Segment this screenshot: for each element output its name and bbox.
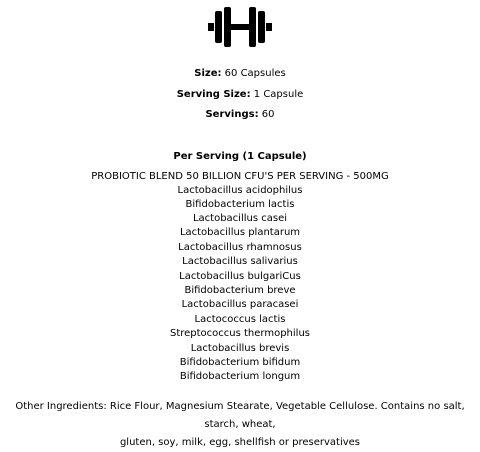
size-label: Size: — [194, 68, 222, 79]
other-ingredients — [0, 398, 480, 452]
strain-item: Lactobacillus salivarius — [182, 256, 298, 267]
servings-value: 60 — [261, 109, 275, 120]
dumbbell-icon — [208, 7, 272, 47]
serving-size-label: Serving Size: — [176, 89, 251, 100]
strain-item: Lactobacillus plantarum — [179, 227, 301, 238]
strain-item: Streptococcus thermophilus — [169, 328, 311, 339]
serving-size-value: 1 Capsule — [253, 89, 304, 100]
blend-heading: PROBIOTIC BLEND 50 BILLION CFU'S PER SERVING - 500MG — [91, 171, 389, 182]
size-line — [0, 67, 480, 81]
strain-item: Lactobacillus rhamnosus — [178, 242, 302, 253]
strain-item: Lactobacillus paracasei — [181, 299, 299, 310]
strain-item: Lactobacillus brevis — [190, 343, 290, 354]
strain-item: Bifidobacterium longum — [179, 371, 301, 382]
servings-label: Servings: — [205, 109, 259, 120]
strain-item: Bifidobacterium lactis — [185, 199, 295, 210]
size-value: 60 Capsules — [224, 68, 286, 79]
per-serving-heading: Per Serving (1 Capsule) — [173, 151, 307, 162]
strain-item: Bifidobacterium bifidum — [179, 357, 301, 368]
strain-item: Bifidobacterium breve — [184, 285, 296, 296]
strain-item: Lactobacillus casei — [192, 213, 288, 224]
strain-item: Lactococcus lactis — [194, 314, 286, 325]
strain-item: Lactobacillus acidophilus — [177, 185, 303, 196]
other-ingredients-line: Other Ingredients: Rice Flour, Magnesium Stearate, Vegetable Cellulose. Contains no salt, starch, wheat, — [15, 401, 465, 430]
servings-line — [0, 108, 480, 122]
other-ingredients-line: gluten, soy, milk, egg, shellfish or preservatives — [119, 437, 361, 448]
strain-item: Lactobacillus bulgariCus — [179, 271, 301, 282]
serving-size-line — [0, 88, 480, 102]
